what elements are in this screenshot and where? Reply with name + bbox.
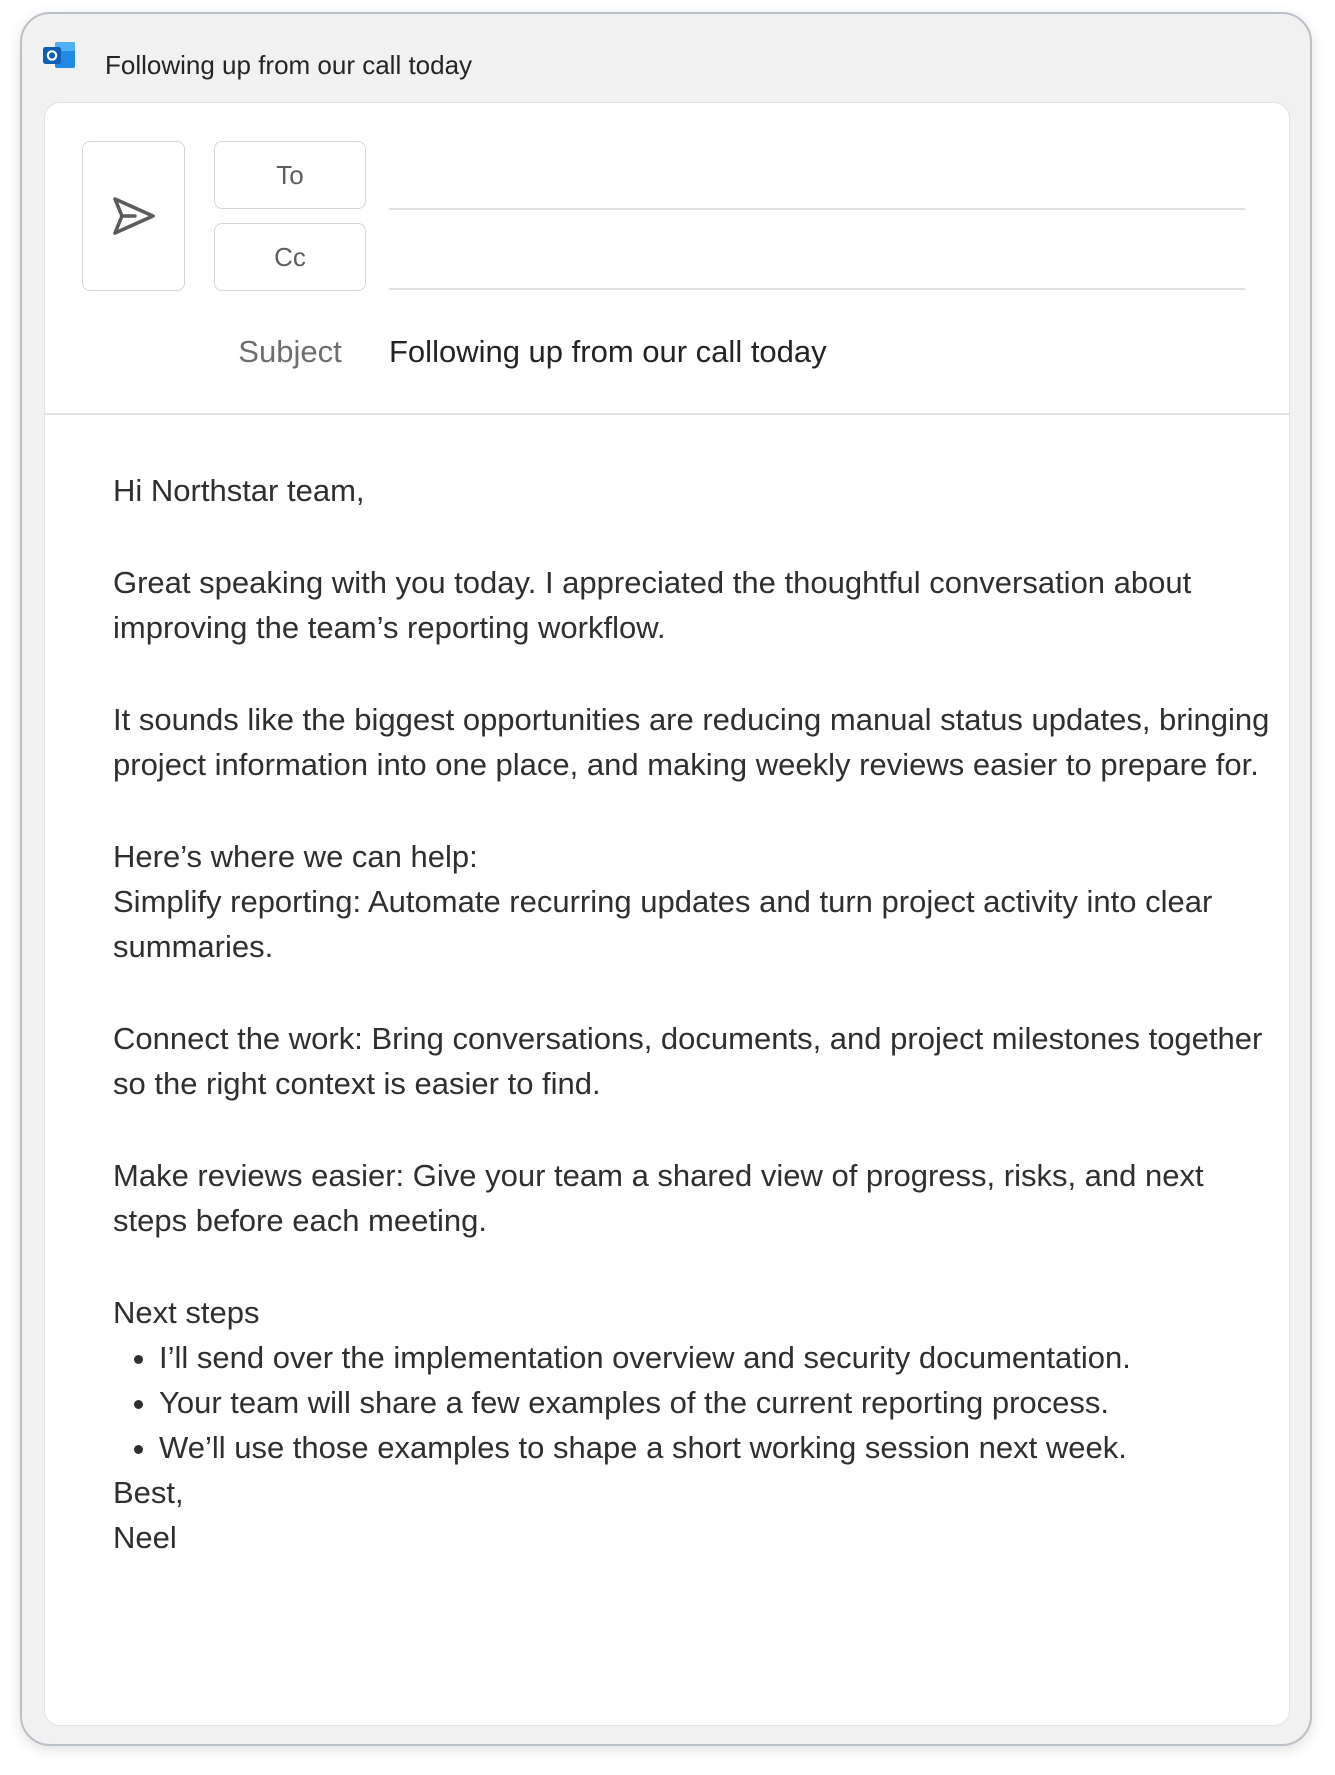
next-steps-heading: Next steps bbox=[113, 1295, 260, 1330]
signoff: Best, bbox=[113, 1475, 184, 1510]
next-step-item: • We’ll use those examples to shape a short working session next week. bbox=[159, 1425, 1283, 1470]
greeting: Hi Northstar team, bbox=[113, 473, 365, 508]
outlook-icon bbox=[43, 40, 77, 70]
to-field[interactable] bbox=[389, 154, 1245, 210]
compose-pane bbox=[44, 102, 1290, 1726]
signature: Neel bbox=[113, 1520, 177, 1555]
next-steps-list bbox=[113, 1335, 1283, 1470]
help-intro: Here’s where we can help: bbox=[113, 839, 478, 874]
next-step-item: • I’ll send over the implementation overview and security documentation. bbox=[159, 1335, 1283, 1380]
help-item-reporting: Simplify reporting: Automate recurring updates and turn project activity into clear summaries. bbox=[113, 884, 1213, 964]
to-button[interactable]: To bbox=[214, 141, 366, 209]
send-button[interactable] bbox=[82, 141, 185, 291]
header-divider bbox=[45, 413, 1289, 415]
cc-field[interactable] bbox=[389, 234, 1245, 290]
help-item-connect: Connect the work: Bring conversations, documents, and project milestones together so the right context is easier to find. bbox=[113, 1021, 1263, 1101]
subject-field[interactable]: Following up from our call today bbox=[389, 334, 827, 369]
body-paragraph-2: It sounds like the biggest opportunities are reducing manual status updates, bringing project information into one place, and making weekly reviews easier to prepare for. bbox=[113, 702, 1270, 782]
send-icon bbox=[111, 195, 157, 237]
compose-window bbox=[20, 12, 1312, 1746]
body-paragraph-1: Great speaking with you today. I appreciated the thoughtful conversation about improving the team’s reporting workflow. bbox=[113, 565, 1192, 645]
help-item-reviews: Make reviews easier: Give your team a shared view of progress, risks, and next steps before each meeting. bbox=[113, 1158, 1204, 1238]
title-bar bbox=[22, 14, 1310, 102]
message-body[interactable] bbox=[113, 468, 1283, 1560]
window-title: Following up from our call today bbox=[105, 50, 473, 80]
next-step-item: • Your team will share a few examples of the current reporting process. bbox=[159, 1380, 1283, 1425]
subject-label: Subject bbox=[238, 334, 342, 369]
cc-button[interactable]: Cc bbox=[214, 223, 366, 291]
